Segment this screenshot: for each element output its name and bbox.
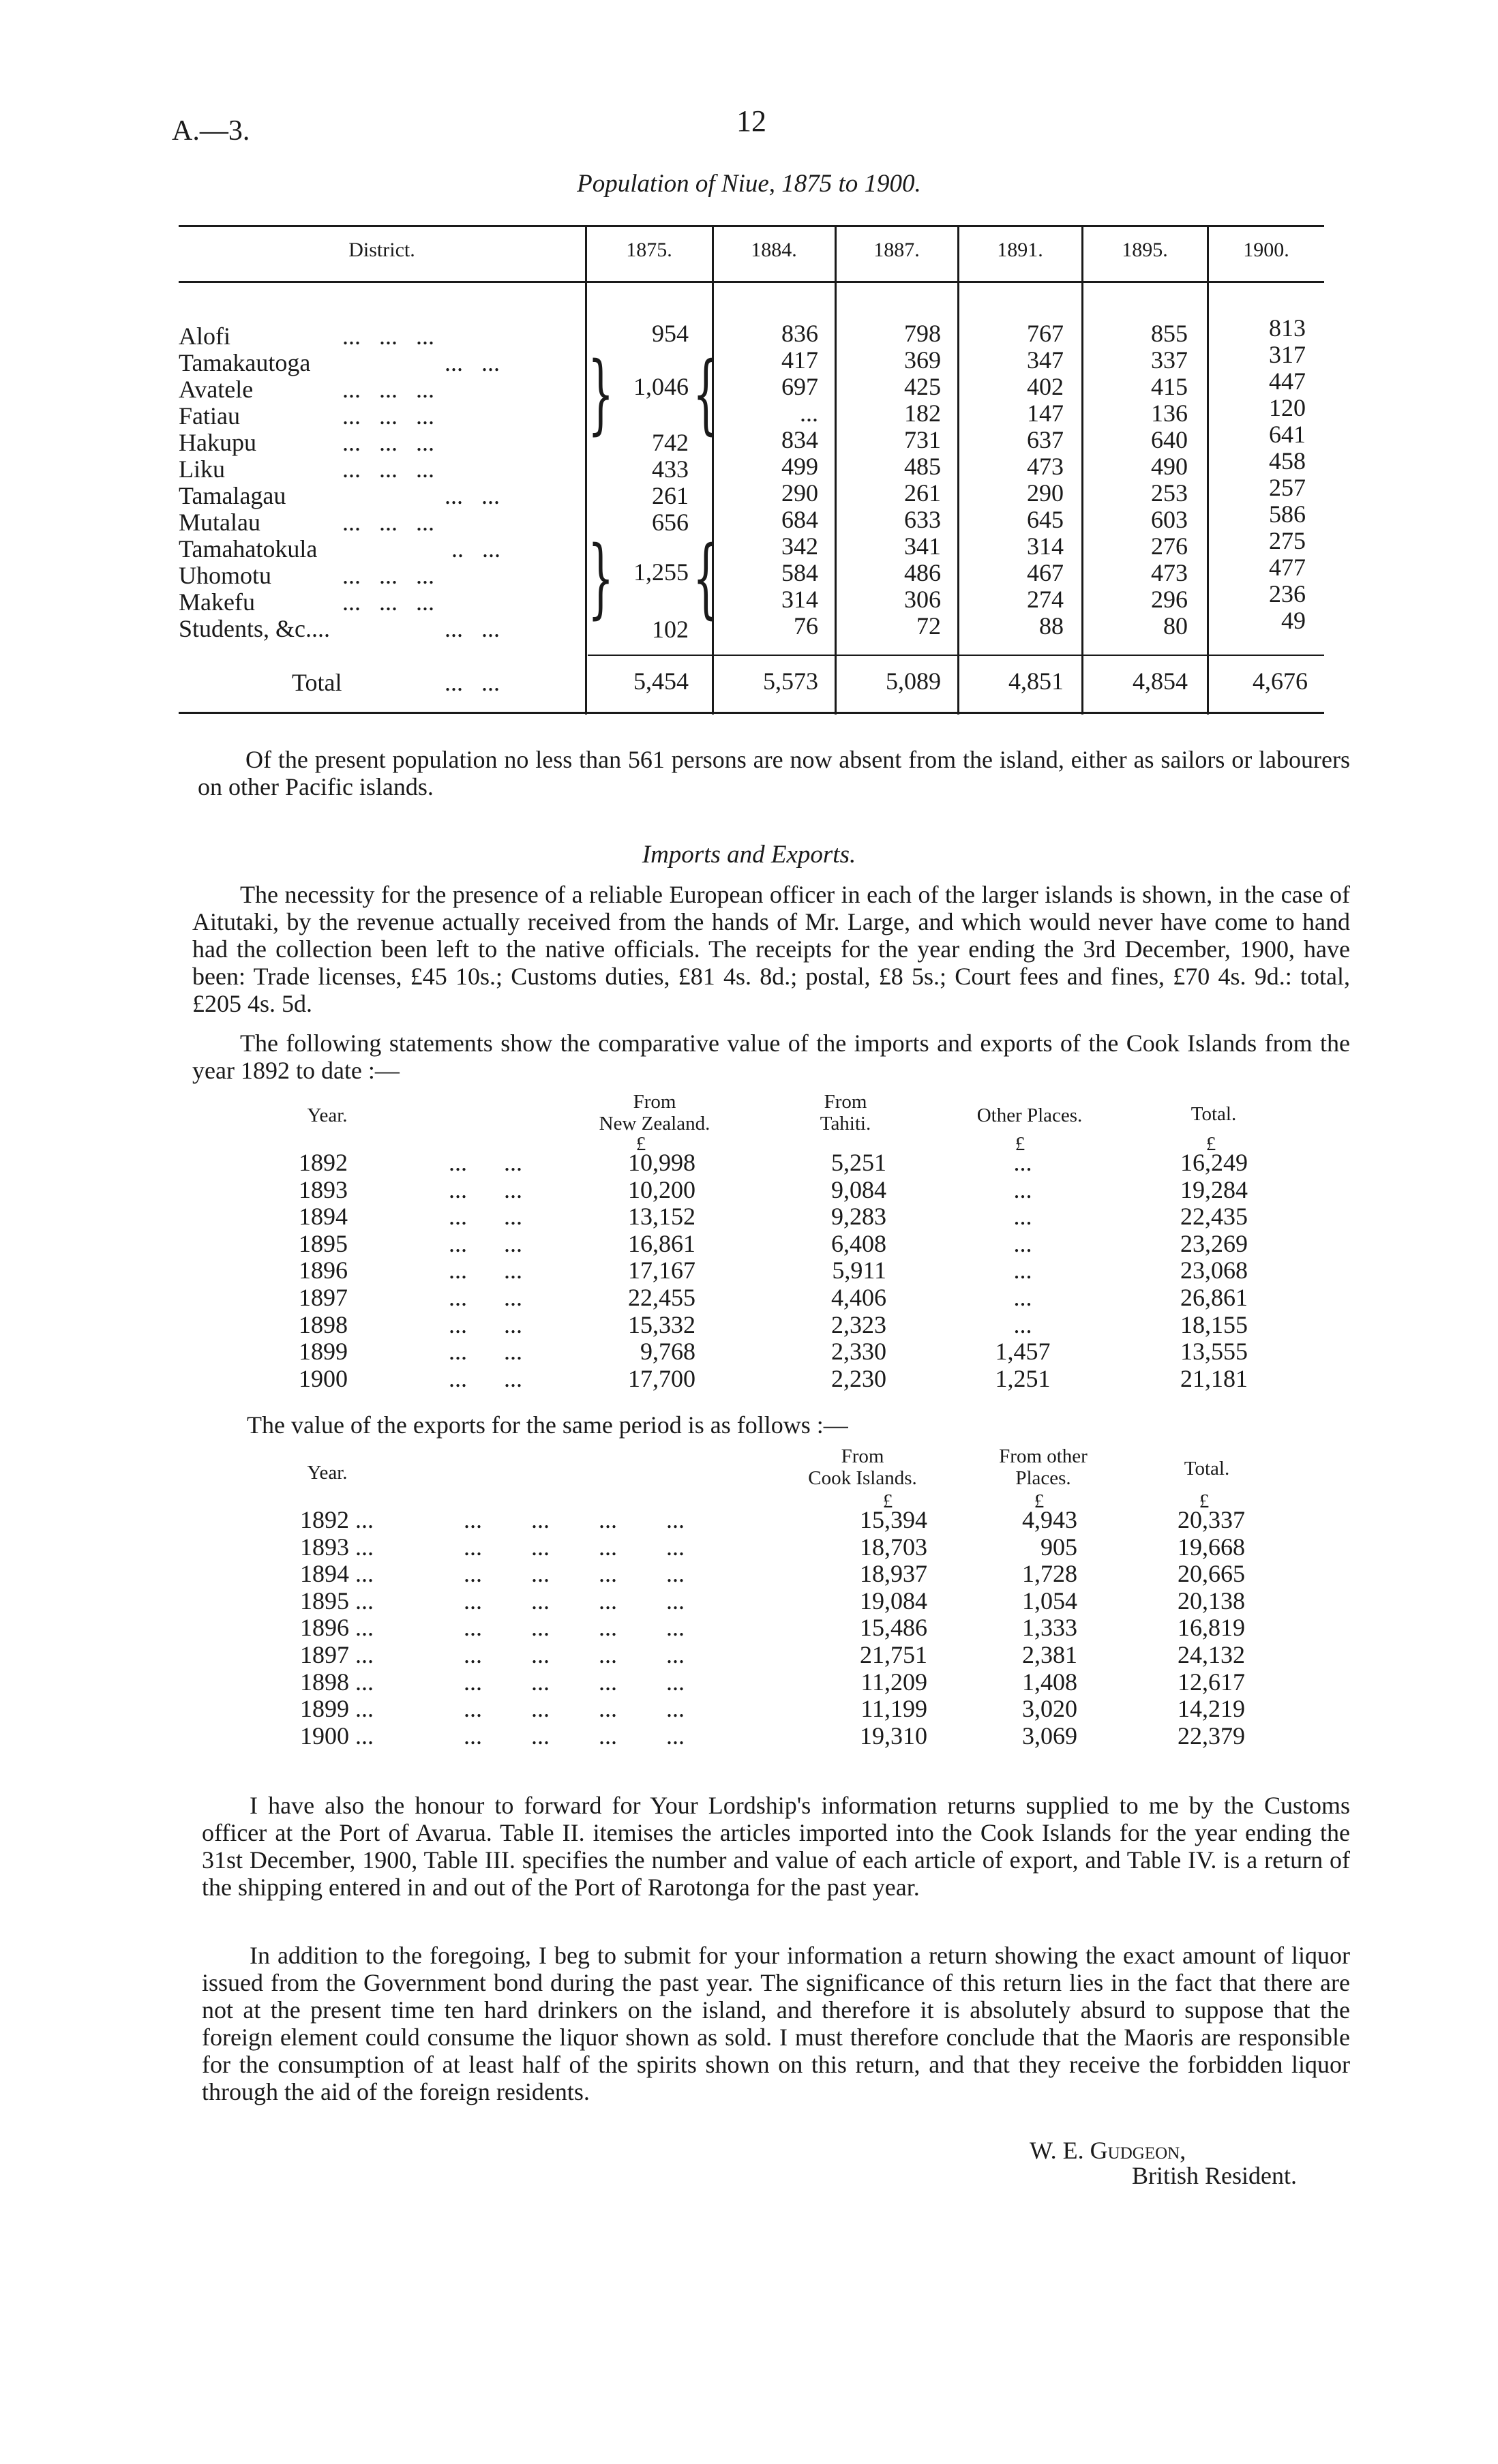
table-cell: 1,457 (995, 1338, 1051, 1366)
table-top-rule (179, 225, 1324, 227)
cell-1875-hakupu: 742 (652, 429, 689, 456)
statements-paragraph: The following statements show the comparative value of the imports and exports of the Cook Islands from the year 1892 to date :— (192, 1030, 1350, 1084)
district-row: Hakupu ... ... ... (179, 429, 434, 456)
table-cell: 417 (781, 346, 818, 374)
column-header-1895: 1895. (1122, 239, 1168, 261)
table-row: 1892 ... ... (299, 1149, 522, 1176)
table-cell: 637 (1027, 426, 1064, 453)
brace-left-icon: } (588, 344, 614, 445)
table-cell: ... (1013, 1203, 1032, 1231)
table-cell: 490 (1151, 453, 1188, 480)
table-cell: ... (1013, 1310, 1032, 1338)
brace-right-icon: { (693, 528, 719, 629)
table-cell: ... (1013, 1283, 1032, 1311)
imports-header-year: Year. (307, 1105, 348, 1126)
table-cell: 2,230 (831, 1364, 886, 1392)
exports-header-year: Year. (307, 1462, 348, 1484)
table-cell: 3,020 (1022, 1695, 1077, 1723)
table-cell: 697 (781, 373, 818, 400)
table-cell: 369 (904, 346, 941, 374)
table-cell: 19,310 (860, 1722, 927, 1749)
column-header-1875: 1875. (626, 239, 672, 261)
table-cell: 18,937 (860, 1560, 927, 1588)
imports-exports-title: Imports and Exports. (642, 841, 856, 869)
total-1884: 5,573 (763, 667, 818, 695)
table-cell: 2,381 (1022, 1640, 1077, 1668)
table-cell: 3,069 (1022, 1722, 1077, 1749)
table-cell: 182 (904, 400, 941, 427)
table-cell: ... (1013, 1229, 1032, 1257)
imports-total-column (1159, 1150, 1248, 1392)
population-table (0, 0, 1498, 750)
table-cell: 1,333 (1022, 1614, 1077, 1642)
imports-nz-column (600, 1150, 695, 1392)
table-cell: 836 (781, 320, 818, 347)
table-cell: 17,700 (628, 1364, 695, 1392)
table-cell: 296 (1151, 586, 1188, 613)
table-cell: 276 (1151, 532, 1188, 560)
table-cell: 15,332 (628, 1310, 695, 1338)
document-reference: A.—3. (172, 115, 250, 147)
imports-other-column (975, 1150, 1070, 1392)
table-cell: 20,665 (1178, 1560, 1245, 1588)
table-cell: 18,703 (860, 1533, 927, 1561)
table-row: 1900 ... ... (299, 1364, 522, 1392)
column-header-1884: 1884. (751, 239, 797, 261)
brace-left-icon: } (588, 528, 614, 629)
table-cell: 22,379 (1178, 1722, 1245, 1749)
table-cell: 477 (1269, 554, 1306, 581)
total-dots: ... ... (445, 669, 500, 696)
district-row: Fatiau ... ... ... (179, 402, 434, 430)
table-cell: 633 (904, 506, 941, 533)
cell-1875-liku: 433 (652, 455, 689, 483)
table-cell: 15,394 (860, 1506, 927, 1533)
table-cell: 834 (781, 426, 818, 453)
table-cell: 26,861 (1180, 1283, 1248, 1311)
table-cell: 120 (1269, 394, 1306, 421)
table-row: 1892 ... ... ... ... ... (300, 1506, 685, 1533)
table-cell: 473 (1151, 559, 1188, 586)
column-header-1887: 1887. (873, 239, 920, 261)
table-cell: 16,819 (1178, 1614, 1245, 1642)
table-cell: 257 (1269, 474, 1306, 501)
table-cell: 425 (904, 373, 941, 400)
col-divider (1081, 225, 1083, 715)
table-row: 1896 ... ... ... ... ... (300, 1614, 685, 1642)
district-row: Tamakautoga ... ... (179, 349, 500, 376)
table-row: 1894 ... ... ... ... ... (300, 1560, 685, 1588)
table-cell: 88 (1039, 612, 1064, 640)
table-cell: 641 (1269, 421, 1306, 448)
totals-rule (588, 655, 1324, 656)
table-cell: 13,555 (1180, 1338, 1248, 1366)
table-cell: 11,199 (860, 1695, 927, 1723)
table-cell: 9,084 (831, 1175, 886, 1203)
table-cell: 261 (904, 479, 941, 507)
exports-intro: The value of the exports for the same period is as follows :— (247, 1411, 848, 1439)
table-cell: 905 (1040, 1533, 1077, 1561)
cell-1875-mutalau: 656 (652, 509, 689, 536)
table-cell: 20,337 (1178, 1506, 1245, 1533)
cell-1875-alofi: 954 (652, 320, 689, 347)
column-1900 (1227, 315, 1306, 634)
pound-sign: £ (635, 1133, 646, 1155)
district-row: Mutalau ... ... ... (179, 509, 434, 536)
table-cell: 317 (1269, 341, 1306, 368)
table-cell: 49 (1281, 607, 1306, 634)
table-cell: 4,406 (831, 1283, 886, 1311)
table-cell: 855 (1151, 320, 1188, 347)
table-cell: 236 (1269, 580, 1306, 607)
table-row: 1898 ... ... ... ... ... (300, 1668, 685, 1696)
table-cell: 11,209 (860, 1668, 927, 1696)
pound-sign: £ (1205, 1133, 1216, 1155)
table-row: 1895 ... ... ... ... ... (300, 1587, 685, 1614)
table-cell: 76 (794, 612, 818, 640)
table-cell: 24,132 (1178, 1640, 1245, 1668)
table-cell: 16,861 (628, 1229, 695, 1257)
table-cell: 1,408 (1022, 1668, 1077, 1696)
table-cell: 12,617 (1178, 1668, 1245, 1696)
cell-1875-group1: 1,046 (633, 373, 689, 400)
column-1891 (982, 320, 1064, 640)
imports-tahiti-column (805, 1150, 886, 1392)
table-cell: 290 (1027, 479, 1064, 507)
table-cell: 22,455 (628, 1283, 695, 1311)
table-cell: 306 (904, 586, 941, 613)
table-cell: 337 (1151, 346, 1188, 374)
district-column (179, 323, 581, 642)
table-cell: 5,251 (831, 1149, 886, 1176)
total-1900: 4,676 (1253, 667, 1308, 695)
imports-year-column (299, 1149, 522, 1392)
table-row: 1893 ... ... ... ... ... (300, 1533, 685, 1561)
imports-header-tahiti: From Tahiti. (820, 1091, 871, 1135)
table-cell: 2,330 (831, 1338, 886, 1366)
total-1891: 4,851 (1008, 667, 1064, 695)
district-row: Makefu ... ... ... (179, 588, 434, 616)
table-cell: 1,054 (1022, 1587, 1077, 1614)
table-cell: 467 (1027, 559, 1064, 586)
table-bottom-rule (179, 712, 1324, 714)
table-cell: 473 (1027, 453, 1064, 480)
table-cell: 458 (1269, 447, 1306, 475)
table-cell: 290 (781, 479, 818, 507)
cell-1875-tamalagau: 261 (652, 482, 689, 509)
district-row: Liku ... ... ... (179, 455, 434, 483)
district-row: Students, &c.... ... ... (179, 615, 500, 642)
exports-table (0, 1445, 1498, 1773)
table-row: 1899 ... ... ... ... ... (300, 1695, 685, 1723)
table-cell: 314 (781, 586, 818, 613)
table-cell: 21,181 (1180, 1364, 1248, 1392)
exports-other-column (989, 1507, 1077, 1749)
table-cell: 486 (904, 559, 941, 586)
table-cell: 274 (1027, 586, 1064, 613)
exports-header-cook: From Cook Islands. (808, 1445, 917, 1489)
pound-sign: £ (1015, 1133, 1025, 1155)
exports-header-total: Total. (1184, 1458, 1230, 1479)
page-number: 12 (736, 104, 766, 138)
pound-sign: £ (1199, 1490, 1210, 1512)
column-1895 (1106, 320, 1188, 640)
column-1887 (859, 320, 941, 640)
col-divider (712, 225, 714, 715)
table-cell: 19,084 (860, 1587, 927, 1614)
col-divider (835, 225, 837, 715)
table-cell: 17,167 (628, 1257, 695, 1284)
district-row: Tamahatokula .. ... (179, 535, 500, 562)
table-cell: 314 (1027, 532, 1064, 560)
table-cell: 16,249 (1180, 1149, 1248, 1176)
table-cell: 15,486 (860, 1614, 927, 1642)
pound-sign: £ (882, 1490, 893, 1512)
table-cell: 275 (1269, 527, 1306, 554)
table-cell: 10,998 (628, 1149, 695, 1176)
table-cell: 4,943 (1022, 1506, 1077, 1533)
cell-1875-students: 102 (652, 616, 689, 643)
exports-total-column (1152, 1507, 1245, 1749)
brace-right-icon: { (693, 344, 719, 445)
table-row: 1898 ... ... (299, 1310, 522, 1338)
table-row: 1895 ... ... (299, 1229, 522, 1257)
table-cell: 20,138 (1178, 1587, 1245, 1614)
absent-paragraph: Of the present population no less than 561 persons are now absent from the island, either as sailors or labourers on other Pacific islands. (198, 746, 1350, 800)
customs-returns-paragraph: I have also the honour to forward for Your Lordship's information returns supplied to me by the Customs officer at the Port of Avarua. Table II. itemises the articles imported into the Cook Islands for the year ending the 31st December, 1900, Table III. specifies the number and value of each article of export, and Table IV. is a return of the shipping entered in and out of the Port of Rarotonga for the past year. (202, 1792, 1350, 1901)
table-cell: 415 (1151, 373, 1188, 400)
table-row: 1900 ... ... ... ... ... (300, 1722, 685, 1749)
col-divider (1207, 225, 1209, 715)
table-cell: 19,284 (1180, 1175, 1248, 1203)
population-table-title: Population of Niue, 1875 to 1900. (577, 170, 921, 198)
table-cell: 603 (1151, 506, 1188, 533)
table-cell: 798 (904, 320, 941, 347)
total-1895: 4,854 (1133, 667, 1188, 695)
table-row: 1896 ... ... (299, 1257, 522, 1284)
column-header-1900: 1900. (1243, 239, 1289, 261)
column-header-district: District. (348, 239, 415, 261)
district-row: Alofi ... ... ... (179, 322, 434, 350)
imports-header-other: Other Places. (976, 1105, 1083, 1126)
signature-title: British Resident. (1132, 2162, 1297, 2189)
table-cell: 14,219 (1178, 1695, 1245, 1723)
table-row: 1893 ... ... (299, 1175, 522, 1203)
column-header-1891: 1891. (997, 239, 1043, 261)
table-cell: 19,668 (1178, 1533, 1245, 1561)
pound-sign: £ (1034, 1490, 1045, 1512)
table-cell: 80 (1163, 612, 1188, 640)
table-cell: 13,152 (628, 1203, 695, 1231)
revenue-paragraph: The necessity for the presence of a reliable European officer in each of the larger islands is shown, in the case of Aitutaki, by the revenue actually received from the hands of Mr. Large, and which would never have come to hand had the collection been left to the native officials. The receipts for the year ending the 3rd December, 1900, have been: Trade licenses, £45 10s.; Customs duties, £81 4s. 8d.; postal, £8 5s.; Court fees and fines, £70 4s. 9d.: total, £205 4s. 5d. (192, 881, 1350, 1017)
district-row: Uhomotu ... ... ... (179, 562, 434, 589)
col-divider (957, 225, 959, 715)
table-cell: 342 (781, 532, 818, 560)
table-cell: 731 (904, 426, 941, 453)
table-row: 1899 ... ... (299, 1338, 522, 1366)
col-divider (585, 225, 587, 715)
table-cell: 341 (904, 532, 941, 560)
imports-header-total: Total. (1190, 1103, 1237, 1125)
table-row: 1897 ... ... ... ... ... (300, 1640, 685, 1668)
table-cell: 1,728 (1022, 1560, 1077, 1588)
table-cell: 21,751 (860, 1640, 927, 1668)
table-cell: 18,155 (1180, 1310, 1248, 1338)
table-cell: 447 (1269, 367, 1306, 395)
table-cell: 645 (1027, 506, 1064, 533)
table-cell: ... (800, 400, 818, 427)
table-cell: 584 (781, 559, 818, 586)
table-cell: 253 (1151, 479, 1188, 507)
exports-cook-column (825, 1507, 927, 1749)
table-cell: 1,251 (995, 1364, 1051, 1392)
table-cell: 147 (1027, 400, 1064, 427)
table-cell: 10,200 (628, 1175, 695, 1203)
table-header-rule (179, 281, 1324, 283)
table-cell: 23,269 (1180, 1229, 1248, 1257)
signature-name: W. E. Gudgeon, (1030, 2137, 1186, 2164)
imports-header-nz: From New Zealand. (599, 1091, 710, 1135)
district-row: Tamalagau ... ... (179, 482, 500, 509)
total-1887: 5,089 (886, 667, 941, 695)
exports-year-column (300, 1506, 685, 1749)
table-cell: 813 (1269, 314, 1306, 342)
table-cell: 23,068 (1180, 1257, 1248, 1284)
table-row: 1897 ... ... (299, 1283, 522, 1311)
table-cell: 6,408 (831, 1229, 886, 1257)
liquor-paragraph: In addition to the foregoing, I beg to submit for your information a return showing the exact amount of liquor issued from the Government bond during the past year. The significance of this return lies in the fact that there are not at the present time ten hard drinkers on the island, and therefore it is absolutely absurd to suppose that the foreign element could consume the liquor shown as sold. I must therefore conclude that the Maoris are responsible for the consumption of at least half of the spirits shown on this return, and that they receive the forbidden liquor through the aid of the foreign residents. (202, 1942, 1350, 2105)
total-1875: 5,454 (633, 667, 689, 695)
table-cell: 22,435 (1180, 1203, 1248, 1231)
table-cell: 402 (1027, 373, 1064, 400)
column-1884 (736, 320, 818, 640)
table-cell: 2,323 (831, 1310, 886, 1338)
exports-header-other: From other Places. (999, 1445, 1088, 1489)
table-cell: 5,911 (832, 1257, 886, 1284)
table-cell: 485 (904, 453, 941, 480)
table-cell: 640 (1151, 426, 1188, 453)
table-cell: 9,283 (831, 1203, 886, 1231)
table-cell: ... (1013, 1175, 1032, 1203)
imports-table (0, 1091, 1498, 1411)
table-cell: ... (1013, 1257, 1032, 1284)
table-cell: 684 (781, 506, 818, 533)
district-row: Avatele ... ... ... (179, 376, 434, 403)
table-cell: 767 (1027, 320, 1064, 347)
table-cell: 586 (1269, 500, 1306, 528)
table-cell: 72 (916, 612, 941, 640)
total-label: Total (292, 669, 342, 696)
table-cell: 499 (781, 453, 818, 480)
table-cell: 136 (1151, 400, 1188, 427)
table-cell: ... (1013, 1149, 1032, 1176)
table-cell: 347 (1027, 346, 1064, 374)
table-row: 1894 ... ... (299, 1203, 522, 1231)
cell-1875-group2: 1,255 (633, 558, 689, 586)
table-cell: 9,768 (640, 1338, 695, 1366)
